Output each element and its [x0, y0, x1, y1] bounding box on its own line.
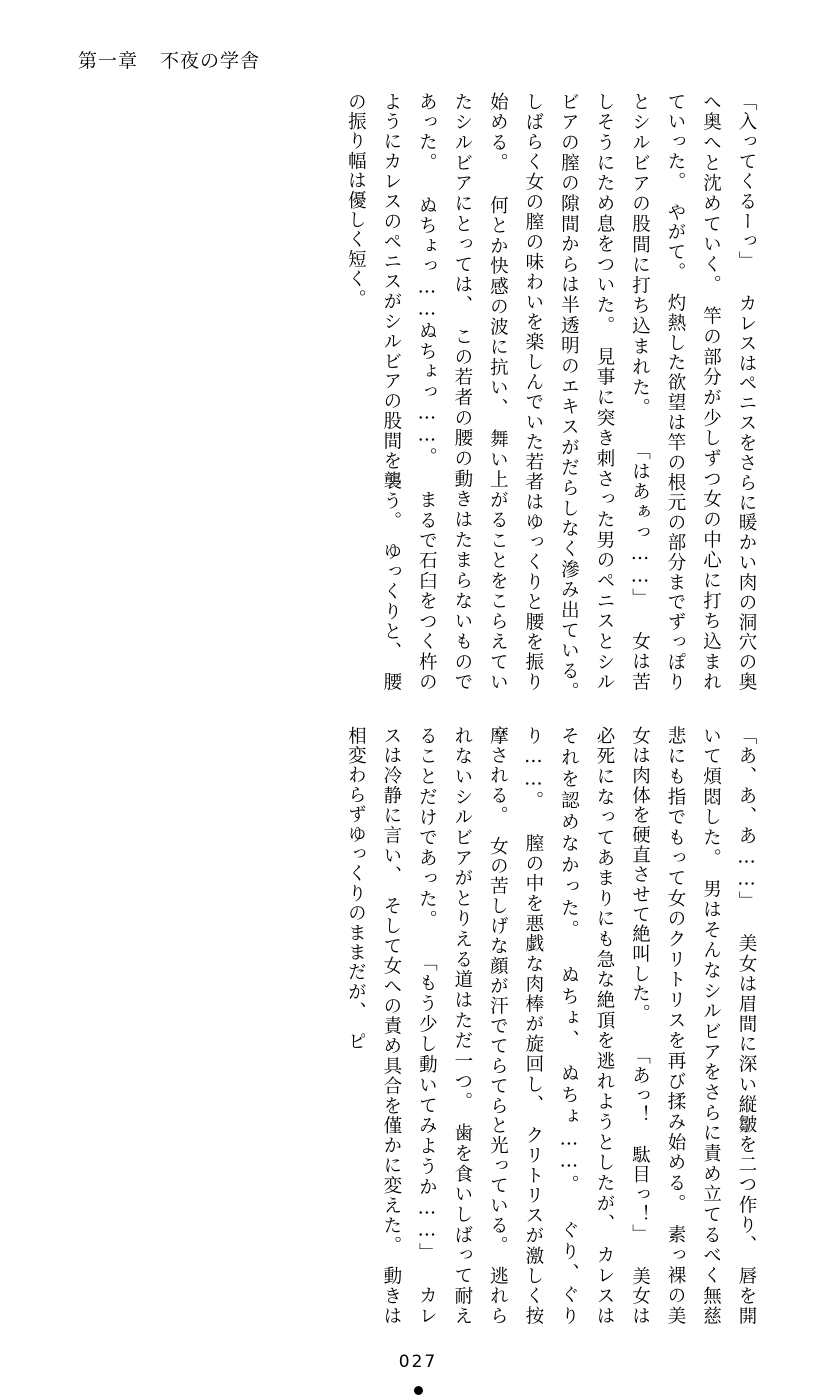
page-marker-dot	[414, 1386, 423, 1395]
body-text-bottom: 「あ、あ、あ……」 美女は眉間に深い縦皺を二つ作り、 唇を開いて煩悶した。 男はそんなシルビアをさらに責め立てるべく無慈悲にも指でもって女のクリトリスを再び揉み始める。 素っ裸の美女は肉体を硬直させて絶叫した。 「あっ！ 駄目っ！」 美女は必死になってあまりにも急な絶頂を逃れようとしたが、 カレスはそれを認めなかった。 ぬちょ、 ぬちょ……。 ぐり、ぐりり……。 膣の中を悪戯な肉棒が旋回し、 クリトリスが激しく按摩される。 女の苦しげな顔が汗でてらてらと光っている。 逃れられないシルビアがとりえる道はただ一つ。 歯を食いしばって耐えることだけであった。 「もう少し動いてみようか……」 カレスは冷静に言い、 そして女への責め具合を僅かに変えた。 動きは相変わらずゆっくりのままだが、 ピ	[345, 726, 757, 1326]
body-text-top: 「入ってくるーっ」 カレスはペニスをさらに暖かい肉の洞穴の奥へ奥へと沈めていく。 竿の部分が少しずつ女の中心に打ち込まれていった。 やがて。 灼熱した欲望は竿の根元の部分までずっぽりとシルビアの股間に打ち込まれた。 「はあぁっ……」 女は苦しそうにため息をついた。 見事に突き刺さった男のペニスとシルビアの膣の隙間からは半透明のエキスがだらしなく滲み出ている。 しばらく女の膣の味わいを楽しんでいた若者はゆっくりと腰を振り始める。 何とか快感の波に抗い、 舞い上がることをこらえていたシルビアにとっては、 この若者の腰の動きはたまらないものであった。 ぬちょっ……ぬちょっ……。 まるで石臼をつく杵のようにカレスのペニスがシルビアの股間を襲う。 ゆっくりと、 腰の振り幅は優しく短く。	[345, 92, 757, 712]
page-number: 027	[398, 1352, 438, 1372]
chapter-number: 第一章	[78, 50, 139, 72]
chapter-title: 不夜の学舎	[160, 50, 261, 72]
running-head	[78, 46, 260, 73]
